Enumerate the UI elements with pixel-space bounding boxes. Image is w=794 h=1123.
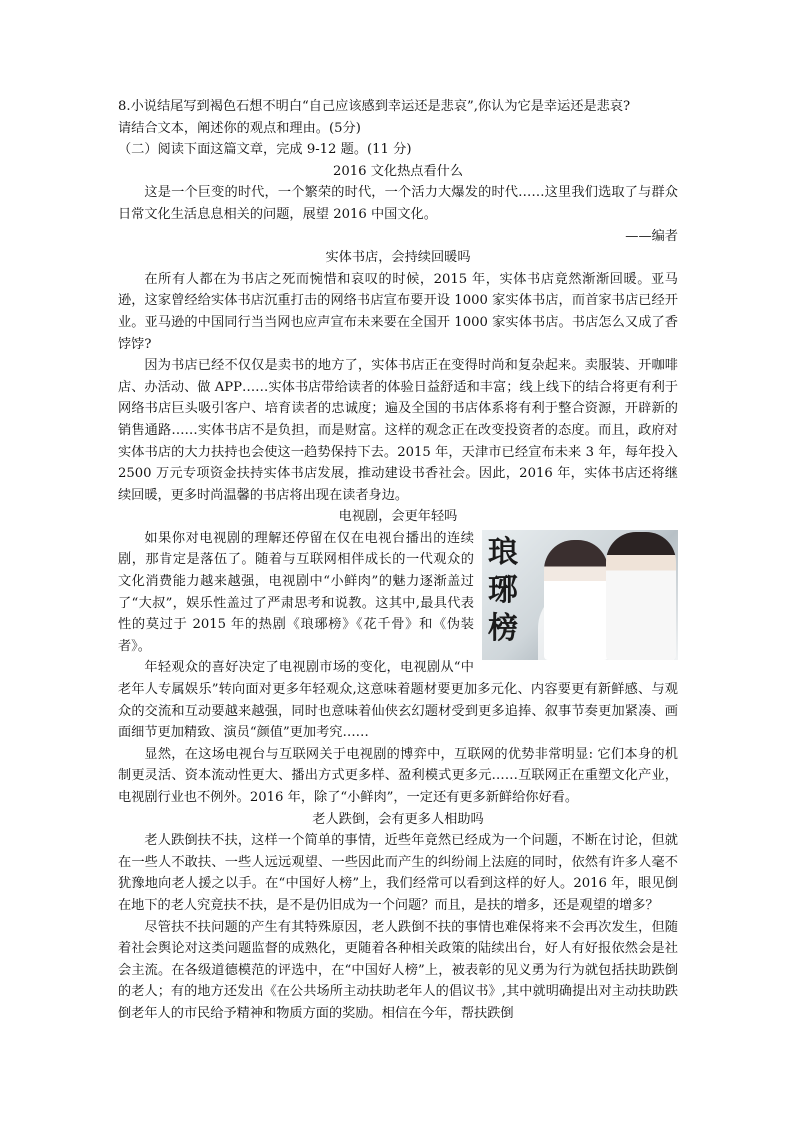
section-heading-tv-dramas: 电视剧，会更年轻吗 [338, 509, 458, 525]
elderly-paragraph-2: 尽管扶不扶问题的产生有其特殊原因，老人跌倒不扶的事情也难保将来不会再次发生，但随着社会舆论对这类问题监督的成熟化，更随着各种相关政策的陆续出台，好人有好报依然会是社会主流。在各级道德模范的评选中，在“中国好人榜”上，被表彰的见义勇为行为就包括扶助跌倒的老人；有的地方还发出《在公共场所主动扶助老年人的倡议书》,其中就明确提出对主动扶助跌倒老年人的市民给予精神和物质方面的奖励。相信在今年，帮扶跌倒 [118, 919, 678, 1021]
tv-dramas-paragraph-3: 显然，在这场电视台与互联网关于电视剧的博弈中，互联网的优势非常明显: 它们本身的机制更灵活、资本流动性更大、播出方式更多样、盈利模式更多元……互联网正在重塑文化产业，电视剧行业也不例外。2016 年，除了“小鲜肉”，一定还有更多新鲜给你好看。 [118, 746, 678, 805]
poster-title-calligraphy: 琅 琊 榜 [488, 534, 518, 646]
poster-actress-figure [544, 540, 608, 660]
elderly-paragraph-1: 老人跌倒扶不扶，这样一个简单的事情，近些年竟然已经成为一个问题，不断在讨论，但就在一些人不敢扶、一些人远远观望、一些因此而产生的纠纷闹上法庭的同时，依然有许多人毫不犹豫地向老人援之以手。在“中国好人榜”上，我们经常可以看到这样的好人。2016 年，眼见倒在地下的老人究竟扶不扶，是不是仍旧成为一个问题？而且，是扶的增多，还是观望的增多？ [118, 833, 678, 913]
document-page [118, 96, 678, 1025]
section-2-intro: （二）阅读下面这篇文章，完成 9-12 题。(11 分) [118, 142, 412, 158]
tv-dramas-block [118, 528, 678, 744]
question-8-line-2: 请结合文本，阐述你的观点和理由。(5分) [118, 120, 361, 136]
bookstores-paragraph-1: 在所有人都在为书店之死而惋惜和哀叹的时候，2015 年，实体书店竟然渐渐回暖。亚马逊，这家曾经给实体书店沉重打击的网络书店宣布要开设 1000 家实体书店，而首家书店已经开业。亚马逊的中国同行当当网也应声宣布未来要在全国开 1000 家实体书店。书店怎么又成了香饽饽? [118, 271, 678, 352]
tv-dramas-paragraph-1: 如果你对电视剧的理解还停留在仅在电视台播出的连续剧，那肯定是落伍了。随着与互联网相伴成长的一代观众的文化消费能力越来越强，电视剧中“小鲜肉”的魅力逐渐盖过了“大叔”，娱乐性盖过了严肃思考和说教。这其中,最具代表性的莫过于 2015 年的热剧《琅琊榜》《花千骨》和《伪装者》。 [118, 530, 474, 654]
tv-dramas-paragraph-2: 年轻观众的喜好决定了电视剧市场的变化，电视剧从“中老年人专属娱乐”转向面对更多年轻观众,这意味着题材要更加多元化、内容要更有新鲜感、与观众的交流和互动要越来越强，同时也意味着仙侠玄幻题材受到更多追捧、叙事节奏更加紧凑、画面细节更加精致、演员“颜值”更加考究…… [118, 660, 678, 741]
article-title: 2016 文化热点看什么 [332, 163, 464, 179]
section-heading-bookstores: 实体书店，会持续回暖吗 [325, 250, 471, 266]
question-8-line-1: 8.小说结尾写到褐色石想不明白“自己应该感到幸运还是悲哀”,你认为它是幸运还是悲哀? [118, 99, 631, 114]
editor-signature: ——编者 [625, 228, 678, 244]
poster-actor-figure [606, 532, 676, 660]
section-heading-elderly-falls: 老人跌倒，会有更多人相助吗 [312, 811, 484, 827]
editor-note-paragraph: 这是一个巨变的时代，一个繁荣的时代，一个活力大爆发的时代……这里我们选取了与群众日常文化生活息息相关的问题，展望 2016 中国文化。 [118, 185, 678, 222]
bookstores-paragraph-2: 因为书店已经不仅仅是卖书的地方了，实体书店正在变得时尚和复杂起来。卖服装、开咖啡店、办活动、做 APP……实体书店带给读者的体验日益舒适和丰富；线上线下的结合将更有利于网络书店巨头吸引客户、培育读者的忠诚度；遍及全国的书店体系将有利于整合资源，开辟新的销售通路……实体书店不是负担，而是财富。这样的观念正在改变投资者的态度。而且，政府对实体书店的大力扶持也会使这一趋势保持下去。2015 年，天津市已经宣布未来 3 年，每年投入 2500 万元专项资金扶持实体书店发展，推动建设书香社会。因此，2016 年，实体书店还将继续回暖，更多时尚温馨的书店将出现在读者身边。 [118, 358, 678, 503]
langyabang-poster-image [482, 530, 678, 660]
